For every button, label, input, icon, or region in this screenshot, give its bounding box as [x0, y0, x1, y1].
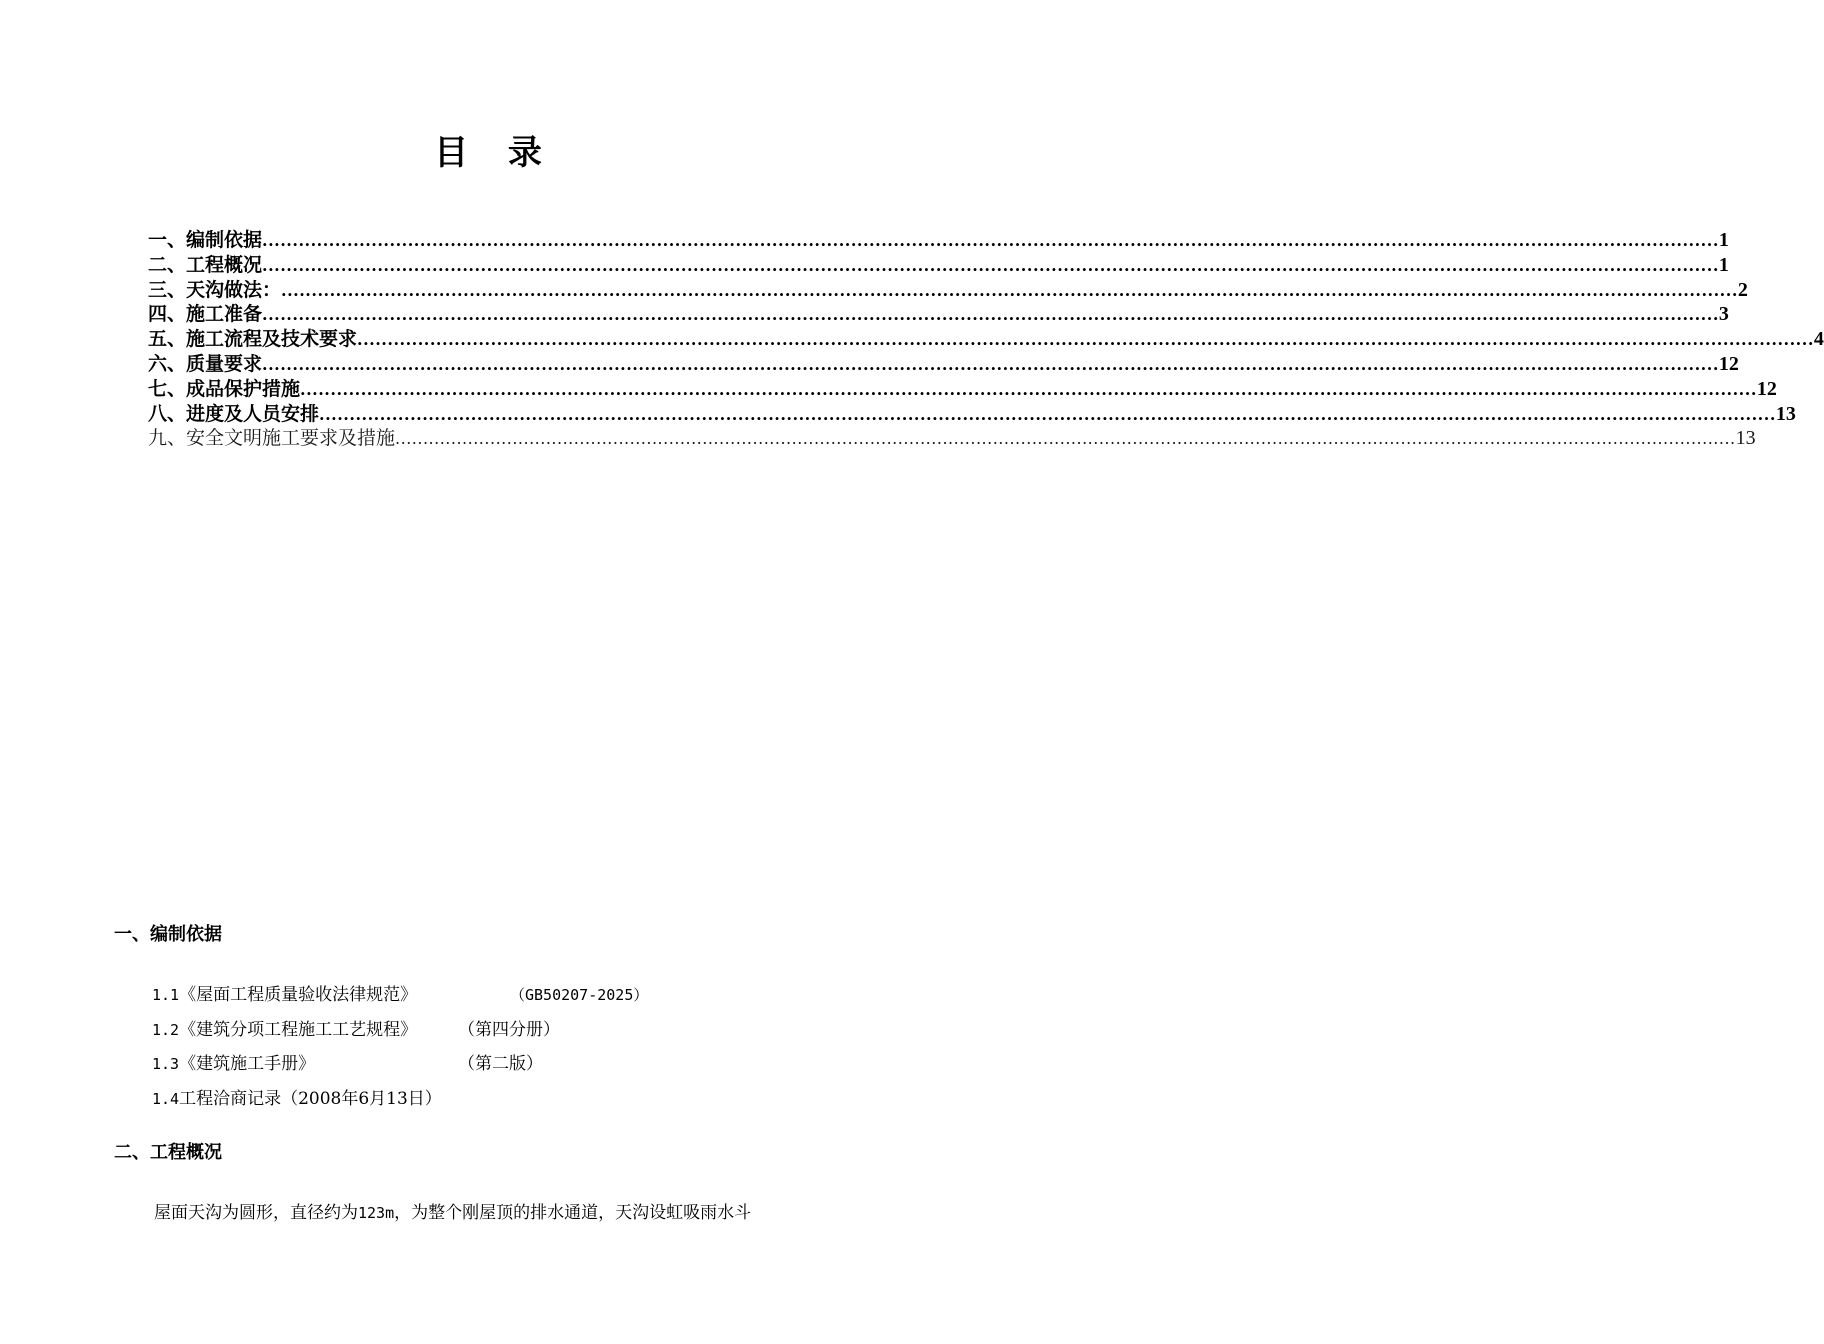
reference-number: 1.2 [152, 1020, 180, 1039]
toc-entry[interactable] [148, 278, 1748, 303]
toc-entry-page: 4 [1813, 328, 1824, 351]
reference-title: 《建筑施工手册》 [179, 1054, 316, 1074]
toc-entry[interactable] [148, 253, 1729, 278]
toc-entry-label: 四、施工准备 [148, 303, 263, 326]
toc-entry[interactable] [148, 327, 1824, 352]
toc-entry-label: 八、进度及人员安排 [148, 402, 320, 425]
toc-entry-page: 13 [1775, 402, 1796, 425]
toc-entry-page: 1 [1718, 253, 1729, 276]
toc-dot-leader: ................................................................................................................................................................................................................................................ [262, 231, 1719, 250]
reference-title: 工程洽商记录（2008年6月13日） [179, 1088, 442, 1109]
reference-item [152, 982, 852, 1017]
toc-entry-page: 13 [1735, 427, 1756, 450]
page-title: 目 录 [434, 133, 556, 173]
toc-entry[interactable] [148, 402, 1796, 427]
paragraph-text: 屋面天沟为圆形，直径约为 [154, 1203, 358, 1223]
reference-number: 1.3 [152, 1055, 180, 1073]
toc-entry[interactable] [148, 302, 1729, 327]
toc-entry-label: 六、质量要求 [148, 352, 263, 375]
toc-entry-label: 五、施工流程及技术要求 [148, 328, 358, 351]
toc-entry[interactable] [148, 377, 1777, 402]
toc-entry-label: 七、成品保护措施 [148, 377, 301, 400]
toc-entry-page: 12 [1718, 352, 1739, 375]
toc-dot-leader: ................................................................................................................................................................................................................................................ [319, 404, 1776, 424]
toc-entry[interactable] [148, 352, 1739, 377]
toc-entry-label: 三、天沟做法： [148, 278, 282, 301]
toc-entry[interactable] [148, 426, 1756, 451]
toc-entry-label: 九、安全文明施工要求及措施 [148, 427, 396, 450]
toc-entry-page: 12 [1756, 377, 1777, 400]
toc-entry[interactable] [148, 228, 1729, 253]
toc-dot-leader: ................................................................................................................................................................................................................................................ [300, 379, 1757, 399]
toc-dot-leader: ................................................................................................................................................................................................................................................ [357, 330, 1814, 350]
reference-note: （第四分册） [458, 1019, 560, 1040]
reference-title: 《建筑分项工程施工工艺规程》 [179, 1019, 418, 1040]
toc-dot-leader: ................................................................................................................................................................................................................................................ [262, 305, 1719, 325]
reference-item [152, 1051, 852, 1086]
reference-title: 《屋面工程质量验收法律规范》 [179, 985, 418, 1005]
toc-entry-label: 二、工程概况 [148, 253, 263, 276]
reference-number: 1.1 [152, 986, 180, 1004]
toc-dot-leader: ................................................................................................................................................................................................................................................ [262, 255, 1719, 275]
toc-entry-page: 3 [1718, 303, 1729, 326]
toc-entry-label: 一、编制依据 [148, 229, 263, 251]
section-heading-overview: 二、工程概况 [114, 1142, 222, 1163]
toc-dot-leader: ................................................................................................................................................................................................................................................ [281, 280, 1738, 300]
toc-entry-page: 2 [1737, 278, 1748, 301]
overview-paragraph [154, 1200, 854, 1226]
reference-number: 1.4 [152, 1089, 180, 1108]
reference-note: （第二版） [458, 1054, 543, 1074]
paragraph-text: ，为整个刚屋顶的排水通道，天沟设虹吸雨水斗 [394, 1203, 752, 1223]
reference-list [152, 982, 852, 1120]
toc-entry-page: 1 [1718, 229, 1729, 251]
toc-dot-leader: ................................................................................................................................................................................................................................................ [262, 354, 1719, 374]
reference-item [152, 1017, 852, 1052]
toc-dot-leader: ................................................................................................................................................................................................................................................ [395, 429, 1736, 449]
paragraph-number: 123m [358, 1204, 395, 1222]
reference-note: （GB50207-2025） [510, 986, 649, 1004]
table-of-contents [148, 228, 1824, 451]
reference-item [152, 1086, 852, 1121]
section-heading-basis: 一、编制依据 [114, 924, 222, 945]
